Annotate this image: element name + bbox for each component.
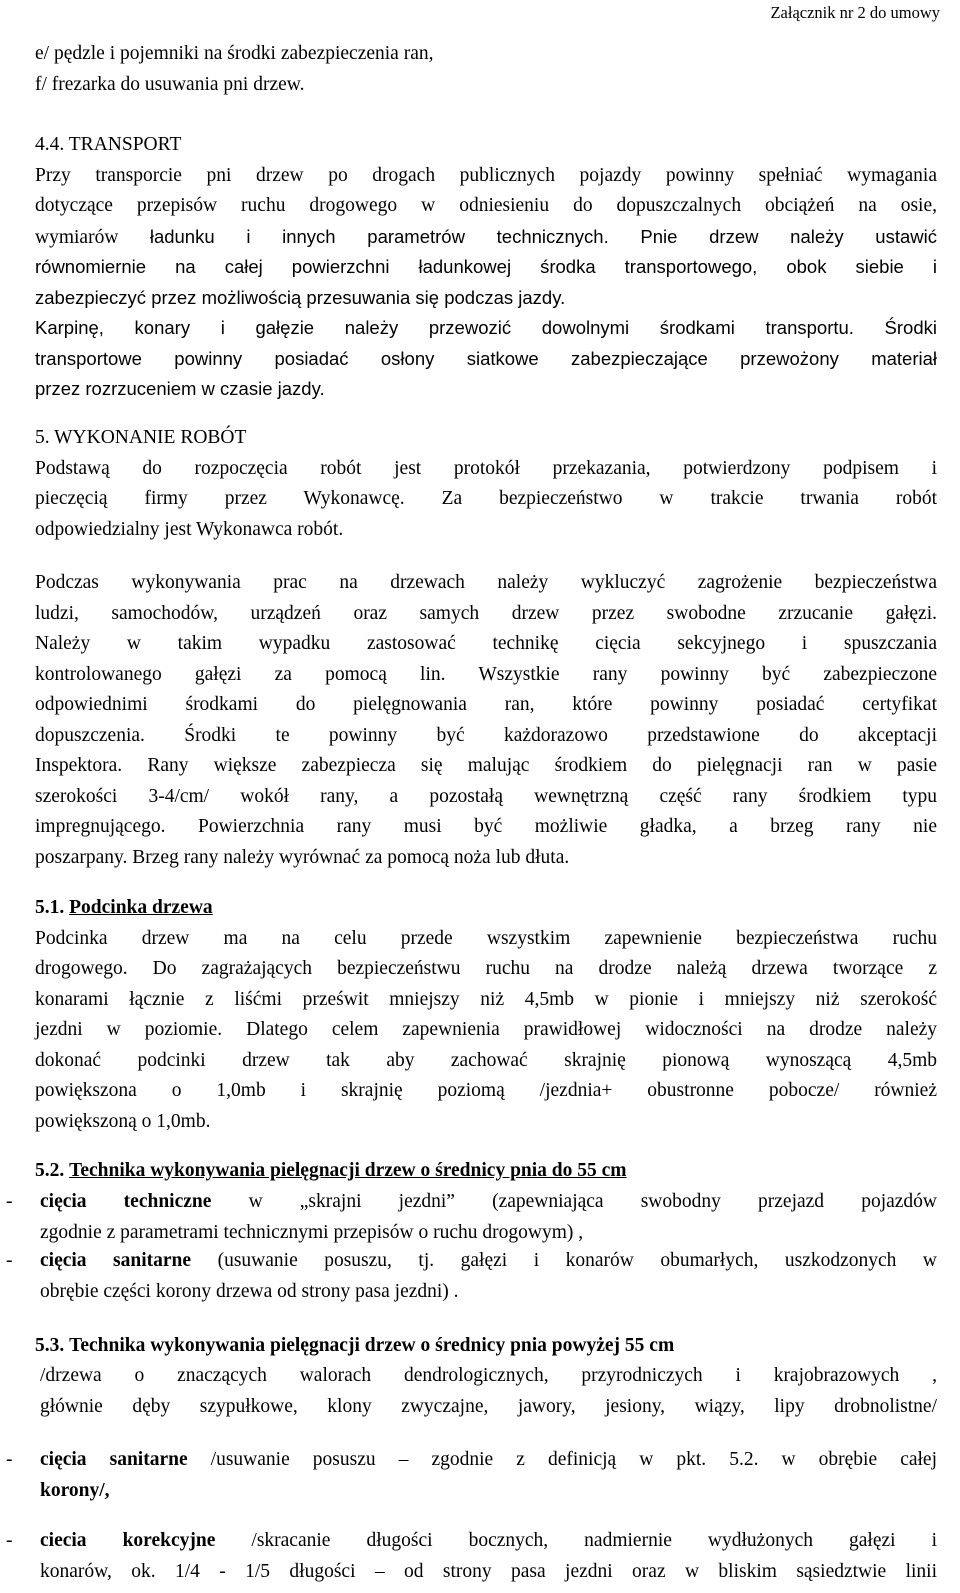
section-title: Technika wykonywania pielęgnacji drzew o średnicy pnia do 55 cm: [69, 1160, 627, 1181]
list-line: zgodnie z parametrami technicznymi przepisów o ruchu drogowym) ,: [40, 1221, 584, 1243]
paragraph-line: drogowego. Do zagrażających bezpieczeństwu ruchu na drodze należą drzewa tworzące z: [35, 958, 937, 979]
paragraph-line: zabezpieczyć przez możliwością przesuwania się podczas jazdy.: [35, 286, 566, 308]
list-line: [40, 1445, 937, 1476]
text-fragment: (usuwanie posuszu, tj. gałęzi i konarów obumarłych, uszkodzonych w: [217, 1250, 938, 1271]
section-number: 5.2.: [35, 1160, 65, 1181]
paragraph-line: głównie dęby szypułkowe, klony zwyczajne, jawory, jesiony, wiązy, lipy drobnolistne/: [40, 1395, 937, 1417]
paragraph-line: transportowe powinny posiadać osłony siatkowe zabezpieczające przewożony materiał: [35, 347, 937, 369]
paragraph-line: /drzewa o znaczących walorach dendrologicznych, przyrodniczych i krajobrazowych ,: [40, 1365, 937, 1386]
paragraph-line: równomiernie na całej powierzchni ładunkowej środka transportowego, obok siebie i: [35, 256, 937, 277]
text-fragment: w „skrajni jezdni” (zapewniająca swobodny przejazd pojazdów: [248, 1191, 938, 1212]
text-fragment: wymiarów: [35, 226, 119, 248]
text-fragment: /usuwanie posuszu – zgodnie z definicją w pkt. 5.2. w obrębie całej: [210, 1449, 937, 1470]
paragraph-line: powiększoną o 1,0mb.: [35, 1110, 211, 1132]
section-podcinka: [35, 893, 937, 1137]
list-body: [40, 1445, 937, 1506]
list-dash: -: [6, 1250, 13, 1271]
section-number: 5.3.: [35, 1335, 65, 1356]
section-works-paragraph-2: [35, 568, 937, 873]
list-item: f/ frezarka do usuwania pni drzew.: [35, 73, 305, 95]
section-technique-small: [35, 1156, 937, 1187]
list-line: [40, 1187, 937, 1218]
attachment-note: Załącznik nr 2 do umowy: [770, 3, 940, 22]
list-item: e/ pędzle i pojemniki na środki zabezpieczenia ran,: [35, 43, 434, 64]
list-term: cięcia techniczne: [40, 1191, 212, 1212]
list-body: [40, 1526, 937, 1587]
paragraph-line: Przy transporcie pni drzew po drogach publicznych pojazdy powinny spełniać wymagania: [35, 164, 937, 186]
paragraph-line: Podczas wykonywania prac na drzewach należy wykluczyć zagrożenie bezpieczeństwa: [35, 572, 937, 593]
section-heading: 5. WYKONANIE ROBÓT: [35, 427, 247, 448]
section-title: Technika wykonywania pielęgnacji drzew o średnicy pnia powyżej 55 cm: [69, 1335, 675, 1356]
paragraph-line: kontrolowanego gałęzi za pomocą lin. Wszystkie rany powinny być zabezpieczone: [35, 663, 937, 685]
paragraph-line: odpowiedzialny jest Wykonawca robót.: [35, 518, 344, 540]
paragraph-line: dopuszczenia. Środki te powinny być każdorazowo przedstawione do akceptacji: [35, 724, 937, 746]
paragraph-line: poszarpany. Brzeg rany należy wyrównać za pomocą noża lub dłuta.: [35, 846, 570, 868]
section-heading: [35, 1331, 937, 1362]
list-term: ciecia korekcyjne: [40, 1530, 216, 1551]
list-line: obrębie części korony drzewa od strony pasa jezdni) .: [40, 1280, 459, 1302]
section-title: Podcinka drzewa: [69, 897, 213, 918]
list-dash: -: [6, 1449, 13, 1470]
list-body: [40, 1187, 937, 1248]
paragraph-line: [35, 222, 937, 253]
section-transport: [35, 130, 937, 405]
paragraph-line: Karpinę, konary i gałęzie należy przewozić dowolnymi środkami transportu. Środki: [35, 317, 937, 338]
paragraph-line: Podcinka drzew ma na celu przede wszystkim zapewnienie bezpieczeństwa ruchu: [35, 927, 937, 949]
section-heading: [35, 893, 937, 924]
text-fragment: /skracanie długości bocznych, nadmiernie wydłużonych gałęzi i: [251, 1530, 937, 1551]
section-technique-large-desc: [40, 1361, 937, 1422]
paragraph-line: Podstawą do rozpoczęcia robót jest protokół przekazania, potwierdzony podpisem i: [35, 457, 937, 479]
paragraph-line: dotyczące przepisów ruchu drogowego w odniesieniu do dopuszczalnych obciążeń na osie,: [35, 195, 937, 216]
list-dash: -: [6, 1191, 13, 1212]
list-line: [40, 1526, 937, 1557]
paragraph-line: ludzi, samochodów, urządzeń oraz samych drzew przez swobodne zrzucanie gałęzi.: [35, 602, 937, 624]
paragraph-line: konarami łącznie z liśćmi prześwit mniejszy niż 4,5mb w pionie i mniejszy niż szerokość: [35, 988, 937, 1010]
list-body: [40, 1246, 937, 1307]
paragraph-line: Inspektora. Rany większe zabezpiecza się malując środkiem do pielęgnacji ran w pasie: [35, 755, 937, 776]
paragraph-line: jezdni w poziomie. Dlatego celem zapewnienia prawidłowej widoczności na drodze należy: [35, 1019, 937, 1040]
intro-list: [35, 39, 937, 100]
section-technique-large: [35, 1331, 937, 1362]
paragraph-line: przez rozrzuceniem w czasie jazdy.: [35, 378, 325, 399]
list-dash: -: [6, 1530, 13, 1551]
list-term: cięcia sanitarne: [40, 1449, 188, 1470]
paragraph-line: powiększona o 1,0mb i skrajnię poziomą /jezdnia+ obustronne pobocze/ również: [35, 1080, 937, 1101]
section-number: 5.1.: [35, 897, 65, 918]
text-fragment: ładunku i innych parametrów technicznych. Pnie drzew należy ustawić: [149, 225, 937, 247]
paragraph-line: impregnującego. Powierzchnia rany musi być możliwie gładka, a brzeg rany nie: [35, 816, 937, 837]
section-heading: [35, 1156, 937, 1187]
list-line: konarów, ok. 1/4 - 1/5 długości – od strony pasa jezdni oraz w bliskim sąsiedztwie linii: [40, 1560, 937, 1582]
paragraph-line: szerokości 3-4/cm/ wokół rany, a pozostałą wewnętrzną część rany środkiem typu: [35, 785, 937, 807]
paragraph-line: odpowiednimi środkami do pielęgnowania ran, które powinny posiadać certyfikat: [35, 694, 937, 715]
paragraph-line: Należy w takim wypadku zastosować technikę cięcia sekcyjnego i spuszczania: [35, 633, 937, 654]
section-works: [35, 423, 937, 545]
paragraph-line: pieczęcią firmy przez Wykonawcę. Za bezpieczeństwo w trakcie trwania robót: [35, 488, 937, 509]
section-heading: 4.4. TRANSPORT: [35, 134, 182, 155]
list-line: [40, 1246, 937, 1277]
paragraph-line: dokonać podcinki drzew tak aby zachować skrajnię pionową wynoszącą 4,5mb: [35, 1049, 937, 1071]
list-term: cięcia sanitarne: [40, 1250, 192, 1271]
list-line: korony/,: [40, 1479, 110, 1501]
